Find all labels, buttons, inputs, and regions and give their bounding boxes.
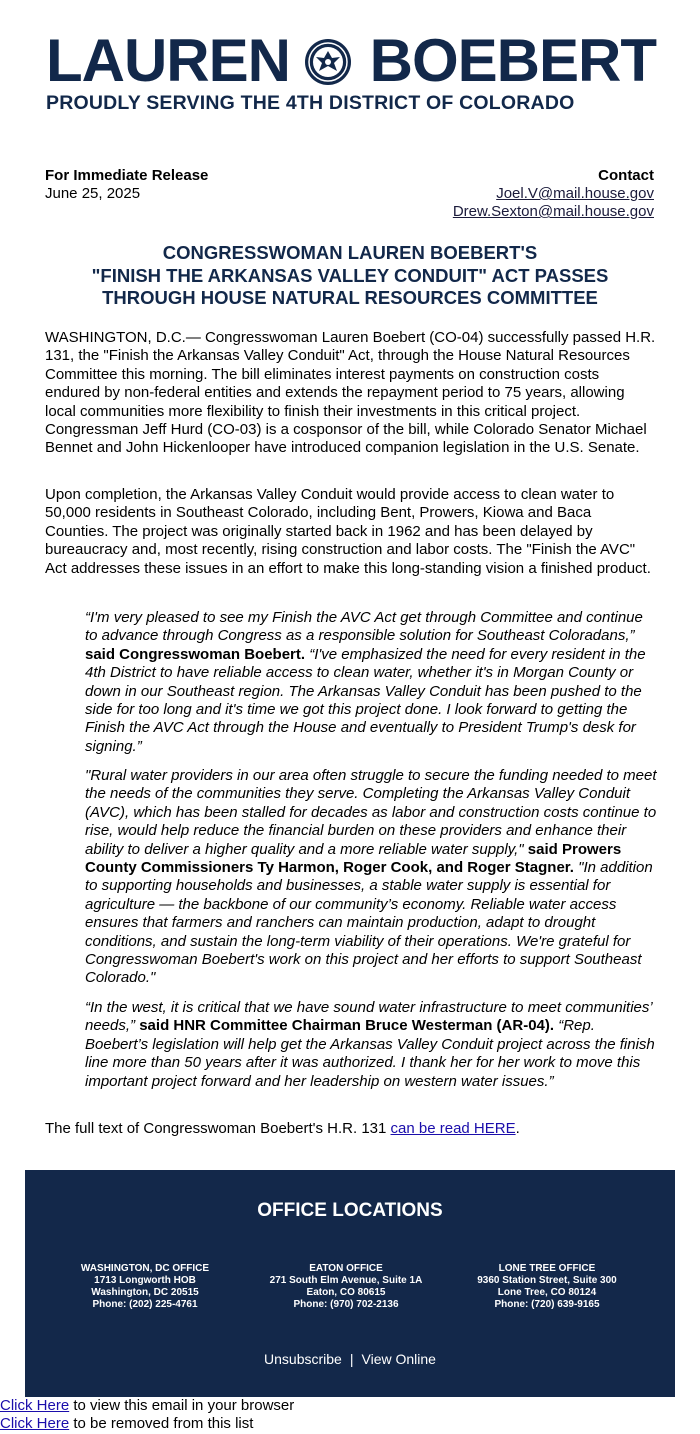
remove-from-list-text: to be removed from this list	[69, 1415, 254, 1432]
office-phone: Phone: (970) 702-2136	[293, 1299, 399, 1310]
brand-last-name: BOEBERT	[369, 27, 656, 94]
quote-block	[85, 767, 659, 988]
release-label: For Immediate Release	[45, 167, 209, 184]
contact-label: Contact	[598, 167, 654, 184]
office-name: EATON OFFICE	[309, 1263, 383, 1274]
remove-from-list-line	[0, 1415, 253, 1433]
bill-text-link[interactable]: can be read HERE	[390, 1120, 516, 1137]
footer-separator: |	[349, 1351, 354, 1367]
quote-text: "Rural water providers in our area often struggle to secure the funding needed to meet the needs of the communities they serve. Completing the Arkansas Valley Conduit (AVC), which has been stalled for decades as labor and construction costs continue to rise, would help reduce the financial burden on these providers and enhance their ability to deliver a higher quality and a more reliable water supply,"	[85, 767, 657, 858]
quote-text: “In the west, it is critical that we have sound water infrastructure to meet communities’ needs,”	[85, 999, 652, 1035]
office-address-line: 9360 Station Street, Suite 300	[477, 1275, 617, 1286]
office-phone: Phone: (720) 639-9165	[494, 1299, 600, 1310]
press-release-headline	[45, 242, 655, 310]
brand-first-name: LAUREN	[46, 27, 290, 94]
quote-attribution: said Congresswoman Boebert.	[85, 645, 310, 663]
remove-from-list-link[interactable]: Click Here	[0, 1415, 70, 1432]
quote-block	[85, 999, 659, 1091]
masthead	[0, 0, 700, 130]
quote-block	[85, 609, 659, 756]
contact-email-link[interactable]: Drew.Sexton@mail.house.gov	[452, 203, 654, 220]
quote-text: "In addition to supporting households and businesses, a stable water supply is essential for agriculture — the backbone of our community’s economy. Reliable water access ensures that farmers and ranchers can maintain production, adapt to drought conditions, and sustain the long-term viability of their operations. We're grateful for Congresswoman Boebert's work on this project and her efforts to support Southeast Colorado."	[85, 859, 653, 987]
contact-info	[453, 167, 654, 221]
view-in-browser-link[interactable]: Click Here	[0, 1397, 70, 1414]
headline-line: "FINISH THE ARKANSAS VALLEY CONDUIT" ACT PASSES	[91, 264, 609, 286]
office-address-line: 1713 Longworth HOB	[94, 1275, 196, 1286]
headline-line: THROUGH HOUSE NATURAL RESOURCES COMMITTEE	[102, 287, 598, 308]
brand-logo	[46, 27, 656, 94]
office-address-line: Washington, DC 20515	[91, 1287, 199, 1298]
office-phone: Phone: (202) 225-4761	[92, 1299, 198, 1310]
closing-text: The full text of Congresswoman Boebert's H.R. 131	[45, 1120, 391, 1137]
tagline: PROUDLY SERVING THE 4TH DISTRICT OF COLORADO	[46, 92, 575, 114]
office-address-line: 271 South Elm Avenue, Suite 1A	[269, 1275, 423, 1286]
office-locations-footer	[25, 1170, 675, 1397]
quote-attribution: said HNR Committee Chairman Bruce Westerman (AR-04).	[135, 1017, 559, 1035]
office-address-line: Eaton, CO 80615	[306, 1287, 386, 1298]
closing-suffix: .	[515, 1120, 520, 1137]
office-dc	[45, 1263, 245, 1311]
office-address-line: Lone Tree, CO 80124	[497, 1287, 597, 1298]
release-info	[45, 167, 208, 203]
closing-paragraph	[45, 1120, 520, 1138]
contact-email-link[interactable]: Joel.V@mail.house.gov	[496, 185, 654, 202]
body-paragraph: Upon completion, the Arkansas Valley Conduit would provide access to clean water to 50,000 residents in Southeast Colorado, including Bent, Prowers, Kiowa and Baca Counties. The project was originally started back in 1962 and has been delayed by bureaucracy and, most recently, rising construction and labor costs. The "Finish the AVC" Act addresses these issues in an effort to make this long-standing vision a finished product.	[45, 486, 651, 577]
view-online-link[interactable]: View Online	[361, 1351, 436, 1367]
release-date: June 25, 2025	[45, 185, 141, 202]
office-lone-tree	[447, 1263, 647, 1311]
office-name: LONE TREE OFFICE	[498, 1263, 596, 1274]
quote-attribution: said Prowers County Commissioners Ty Harmon, Roger Cook, and Roger Stagner.	[85, 840, 622, 877]
office-name: WASHINGTON, DC OFFICE	[80, 1263, 210, 1274]
view-in-browser-text: to view this email in your browser	[69, 1397, 295, 1414]
headline-line: CONGRESSWOMAN LAUREN BOEBERT'S	[162, 242, 538, 263]
view-in-browser-line	[0, 1397, 294, 1415]
house-seal-icon	[304, 38, 352, 86]
quote-text: “Rep. Boebert’s legislation will help get the Arkansas Valley Conduit project across the finish line more than 50 years after it was authorized. I thank her for her work to move this important project forward and her leadership on western water issues.”	[85, 1017, 655, 1090]
body-paragraph: WASHINGTON, D.C.— Congresswoman Lauren Boebert (CO-04) successfully passed H.R. 131, the "Finish the Arkansas Valley Conduit" Act, through the House Natural Resources Committee this morning. The bill eliminates interest payments on construction costs endured by non-federal entities and extends the repayment period to 75 years, allowing local communities more flexibility to finish their investments in this critical project. Congressman Jeff Hurd (CO-03) is a cosponsor of the bill, while Colorado Senator Michael Bennet and John Hickenlooper have introduced companion legislation in the U.S. Senate.	[45, 329, 656, 457]
quote-text: “I've emphasized the need for every resident in the 4th District to have reliable access to clean water, whether it's in Morgan County or down in our Southeast region. The Arkansas Valley Conduit has been pushed to the side for too long and it's time we got this project done. I look forward to getting the Finish the AVC Act through the House and eventually to President Trump's desk for signing.”	[85, 645, 646, 755]
quote-text: “I'm very pleased to see my Finish the AVC Act get through Committee and continue to advance through Congress as a responsible solution for Southeast Coloradans,”	[85, 609, 643, 645]
unsubscribe-link[interactable]: Unsubscribe	[264, 1351, 342, 1367]
office-eaton	[246, 1263, 446, 1311]
footer-title: OFFICE LOCATIONS	[257, 1200, 443, 1221]
footer-links	[25, 1351, 675, 1367]
